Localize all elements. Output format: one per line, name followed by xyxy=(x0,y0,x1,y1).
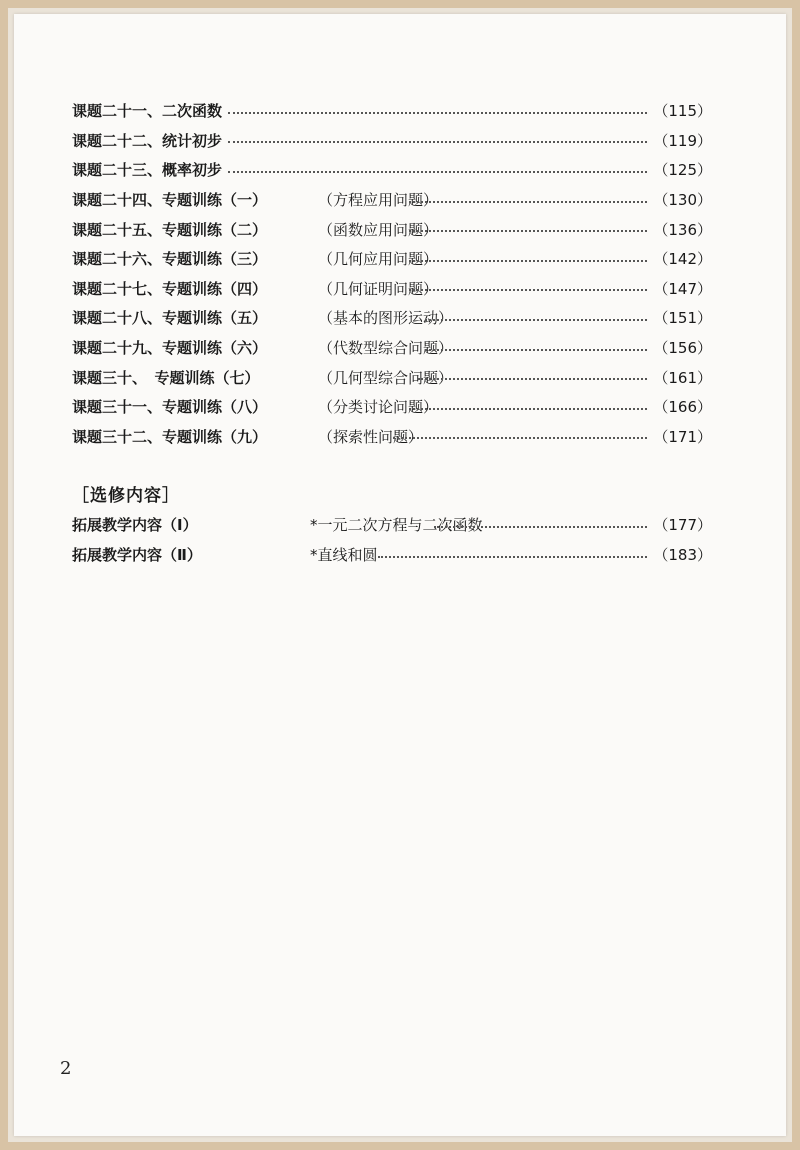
toc-page-number: （142） xyxy=(653,250,712,269)
toc-entry[interactable] xyxy=(72,422,712,452)
toc-page-number: （177） xyxy=(653,516,712,535)
toc-page-number: （151） xyxy=(653,309,712,328)
toc-entry-label: 课题二十二、统计初步 xyxy=(72,131,223,150)
dot-leader xyxy=(409,230,647,232)
toc-page-number: （183） xyxy=(653,546,712,565)
toc-entry-label: 拓展教学内容（Ⅱ） xyxy=(72,546,202,565)
toc-entry[interactable] xyxy=(72,155,712,185)
toc-page-number: （171） xyxy=(653,427,712,446)
toc-entry-topic: （函数应用问题） xyxy=(318,220,439,239)
toc-entry-label: 课题二十七、专题训练（四） xyxy=(72,279,268,298)
toc-entry-label: 课题二十九、专题训练（六） xyxy=(72,339,268,358)
toc-entry-label: 课题二十一、二次函数 xyxy=(72,102,223,121)
toc-entry-topic: （代数型综合问题） xyxy=(318,339,454,358)
toc-entry-label: 课题三十二、专题训练（九） xyxy=(72,427,268,446)
toc-entry-label: 课题二十八、专题训练（五） xyxy=(72,309,268,328)
dot-leader xyxy=(228,112,647,114)
dot-leader xyxy=(409,289,647,291)
toc-entry[interactable] xyxy=(72,303,712,333)
toc-entry[interactable] xyxy=(72,362,712,392)
toc-entry[interactable] xyxy=(72,185,712,215)
toc-entry-topic: （方程应用问题） xyxy=(318,191,439,210)
toc-entry-topic: （基本的图形运动） xyxy=(318,309,454,328)
toc-entry-label: 课题二十五、专题训练（二） xyxy=(72,220,268,239)
dot-leader xyxy=(434,526,648,528)
toc-entry[interactable] xyxy=(72,214,712,244)
toc-entry-topic: （几何证明问题） xyxy=(318,279,439,298)
toc-entry[interactable] xyxy=(72,274,712,304)
toc-entry[interactable] xyxy=(72,126,712,156)
toc-entry[interactable] xyxy=(72,540,712,570)
toc-entry-topic: （探索性问题） xyxy=(318,427,424,446)
dot-leader xyxy=(409,260,647,262)
page-number: 2 xyxy=(60,1058,72,1079)
toc-entry-label: 拓展教学内容（Ⅰ） xyxy=(72,516,198,535)
dot-leader xyxy=(425,319,647,321)
dot-leader xyxy=(425,349,647,351)
elective-section-heading: ［选修内容］ xyxy=(72,486,180,507)
toc-entry-topic: *一元二次方程与二次函数 xyxy=(310,516,483,535)
dot-leader xyxy=(409,201,647,203)
dot-leader xyxy=(418,378,648,380)
dot-leader xyxy=(228,171,647,173)
toc-entry-label: 课题三十一、专题训练（八） xyxy=(72,398,268,417)
table-of-contents xyxy=(72,96,712,569)
toc-entry-topic: （几何应用问题） xyxy=(318,250,439,269)
toc-entry-topic: （分类讨论问题） xyxy=(318,398,439,417)
dot-leader xyxy=(378,556,647,558)
toc-page-number: （115） xyxy=(653,102,712,121)
toc-page-number: （156） xyxy=(653,339,712,358)
toc-page-number: （147） xyxy=(653,279,712,298)
toc-entry-label: 课题二十三、概率初步 xyxy=(72,161,223,180)
toc-page-number: （136） xyxy=(653,220,712,239)
toc-page-number: （130） xyxy=(653,191,712,210)
dot-leader xyxy=(393,437,647,439)
toc-entry-label: 课题二十四、专题训练（一） xyxy=(72,191,268,210)
toc-entry[interactable] xyxy=(72,244,712,274)
toc-entry-topic: （几何型综合问题） xyxy=(318,368,454,387)
toc-entry[interactable] xyxy=(72,510,712,540)
toc-page-number: （125） xyxy=(653,161,712,180)
toc-entry-topic: *直线和圆 xyxy=(310,546,378,565)
toc-page-number: （166） xyxy=(653,398,712,417)
toc-entry[interactable] xyxy=(72,96,712,126)
toc-entry-label: 课题二十六、专题训练（三） xyxy=(72,250,268,269)
toc-page-number: （119） xyxy=(653,131,712,150)
toc-entry[interactable] xyxy=(72,333,712,363)
toc-entry-label: 课题三十、 专题训练（七） xyxy=(72,368,260,387)
dot-leader xyxy=(409,408,647,410)
dot-leader xyxy=(228,141,647,143)
toc-page-number: （161） xyxy=(653,368,712,387)
toc-entry[interactable] xyxy=(72,392,712,422)
